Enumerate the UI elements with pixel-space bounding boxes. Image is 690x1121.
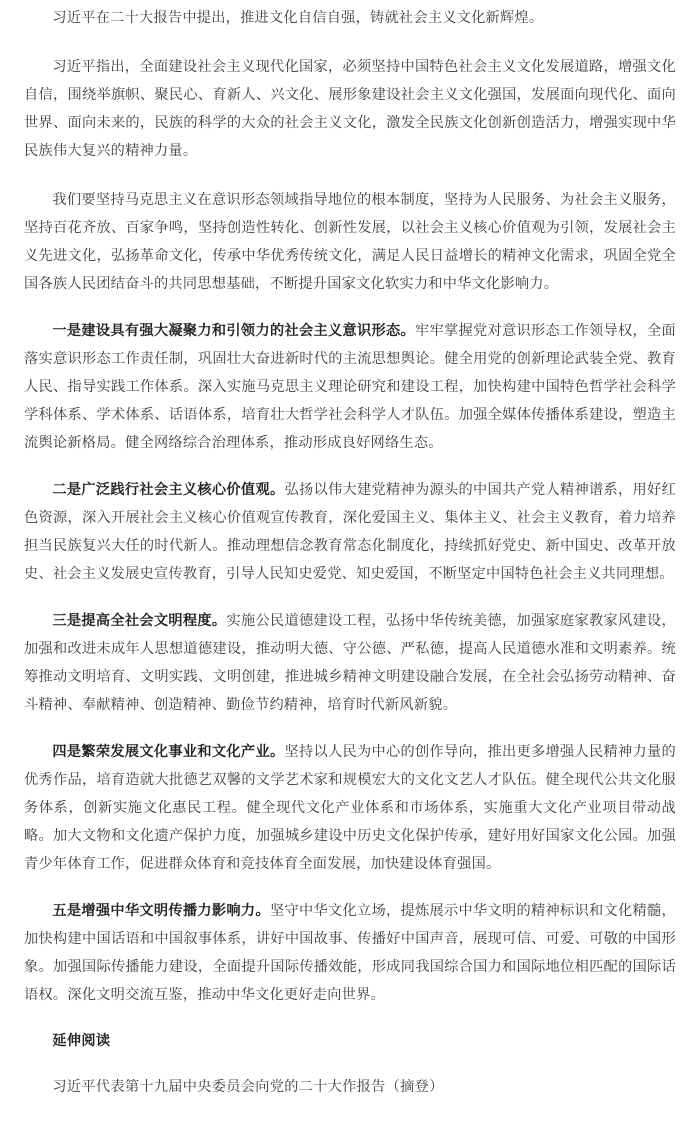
point-paragraph-5 (24, 897, 676, 1009)
point-body-2: 弘扬以伟大建党精神为源头的中国共产党人精神谱系，用好红色资源，深入开展社会主义核心价值观宣传教育，深化爱国主义、集体主义、社会主义教育，着力培养担当民族复兴大任的时代新人。推动理想信念教育常态化制度化，持续抓好党史、新中国史、改革开放史、社会主义发展史宣传教育，引导人民知史爱党、知史爱国，不断坚定中国特色社会主义共同理想。 (24, 482, 676, 582)
point-title-5: 五是增强中华文明传播力影响力。 (52, 903, 270, 919)
further-reading-heading: 延伸阅读 (52, 1033, 111, 1049)
point-paragraph-2 (24, 476, 676, 588)
further-reading-link[interactable]: 习近平代表第十九届中央委员会向党的二十大作报告（摘登） (52, 1079, 444, 1095)
point-title-4: 四是繁荣发展文化事业和文化产业。 (52, 744, 285, 760)
point-paragraph-1 (24, 317, 676, 457)
intro-paragraph-1: 习近平指出，全面建设社会主义现代化国家，必须坚持中国特色社会主义文化发展道路，增强文化自信，围绕举旗帜、聚民心、育新人、兴文化、展形象建设社会主义文化强国，发展面向现代化、面向世界、面向未来的，民族的科学的大众的社会主义文化，激发全民族文化创新创造活力，增强实现中华民族伟大复兴的精神力量。 (24, 59, 676, 159)
point-title-1: 一是建设具有强大凝聚力和引领力的社会主义意识形态。 (52, 323, 415, 339)
point-body-1: 牢牢掌握党对意识形态工作领导权，全面落实意识形态工作责任制，巩固壮大奋进新时代的主流思想舆论。健全用党的创新理论武装全党、教育人民、指导实践工作体系。深入实施马克思主义理论研究和建设工程，加快构建中国特色哲学社会科学学科体系、学术体系、话语体系，培育壮大哲学社会科学人才队伍。加强全媒体传播体系建设，塑造主流舆论新格局。健全网络综合治理体系，推动形成良好网络生态。 (24, 323, 676, 451)
point-paragraph-4 (24, 738, 676, 878)
point-body-3: 实施公民道德建设工程，弘扬中华传统美德，加强家庭家教家风建设，加强和改进未成年人思想道德建设，推动明大德、守公德、严私德，提高人民道德水准和文明素养。统筹推动文明培育、文明实践、文明创建，推进城乡精神文明建设融合发展，在全社会弘扬劳动精神、奋斗精神、奉献精神、创造精神、勤俭节约精神，培育时代新风新貌。 (24, 613, 676, 713)
lead-paragraph: 习近平在二十大报告中提出，推进文化自信自强，铸就社会主义文化新辉煌。 (52, 10, 544, 26)
point-body-5: 坚守中华文化立场，提炼展示中华文明的精神标识和文化精髓，加快构建中国话语和中国叙事体系，讲好中国故事、传播好中国声音，展现可信、可爱、可敬的中国形象。加强国际传播能力建设，全面提升国际传播效能，形成同我国综合国力和国际地位相匹配的国际话语权。深化文明交流互鉴，推动中华文化更好走向世界。 (24, 903, 676, 1003)
point-body-4: 坚持以人民为中心的创作导向，推出更多增强人民精神力量的优秀作品，培育造就大批德艺双馨的文学艺术家和规模宏大的文化文艺人才队伍。健全现代公共文化服务体系，创新实施文化惠民工程。健全现代文化产业体系和市场体系，实施重大文化产业项目带动战略。加大文物和文化遗产保护力度，加强城乡建设中历史文化保护传承，建好用好国家文化公园。加强青少年体育工作，促进群众体育和竞技体育全面发展，加快建设体育强国。 (24, 744, 676, 872)
point-paragraph-3 (24, 607, 676, 719)
intro-paragraph-2: 我们要坚持马克思主义在意识形态领域指导地位的根本制度，坚持为人民服务、为社会主义服务，坚持百花齐放、百家争鸣，坚持创造性转化、创新性发展，以社会主义核心价值观为引领，发展社会主义先进文化，弘扬革命文化，传承中华优秀传统文化，满足人民日益增长的精神文化需求，巩固全党全国各族人民团结奋斗的共同思想基础，不断提升国家文化软实力和中华文化影响力。 (24, 192, 676, 292)
point-title-3: 三是提高全社会文明程度。 (52, 613, 227, 629)
point-title-2: 二是广泛践行社会主义核心价值观。 (52, 482, 285, 498)
